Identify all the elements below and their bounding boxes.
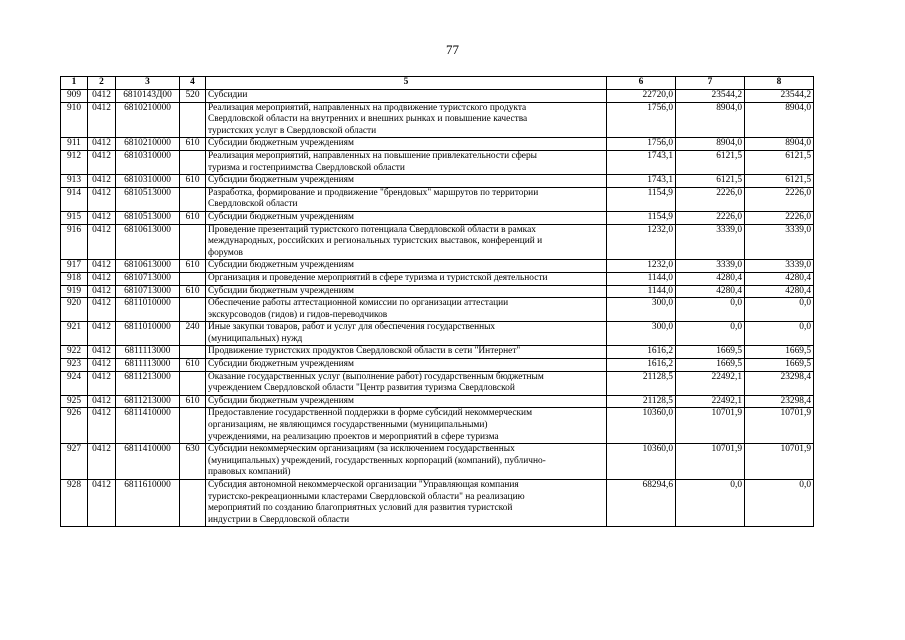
description-cell: [206, 272, 607, 285]
description-line: Реализация мероприятий, направленных на продвижение туристского продукта: [208, 102, 527, 113]
row-number-cell: 927: [61, 444, 88, 480]
target-article-cell: 6811213000: [116, 371, 180, 395]
amount-col7-cell: 4280,4: [676, 285, 745, 298]
description-line: Обеспечение работы аттестационной комиссии по организации аттестации: [208, 298, 509, 309]
description-cell: [206, 187, 607, 211]
amount-col8-cell: 2226,0: [745, 187, 814, 211]
target-article-cell: 6810713000: [116, 272, 180, 285]
description-cell: [206, 395, 607, 408]
section-code-cell: 0412: [88, 298, 116, 322]
target-article-cell: 6811213000: [116, 395, 180, 408]
description-line: Субсидии бюджетным учреждениям: [208, 138, 354, 149]
amount-col6-cell: 1144,0: [607, 285, 676, 298]
section-code-cell: 0412: [88, 90, 116, 103]
table-row: [61, 480, 814, 527]
description-line: (муниципальных) нужд: [208, 333, 303, 344]
row-number-cell: 919: [61, 285, 88, 298]
amount-col7-cell: 0,0: [676, 480, 745, 527]
row-number-cell: 926: [61, 408, 88, 444]
amount-col7-cell: 8904,0: [676, 138, 745, 151]
row-number-cell: 916: [61, 224, 88, 260]
table-row: [61, 346, 814, 359]
description-line: Субсидии бюджетным учреждениям: [208, 359, 354, 370]
header-cell: 8: [745, 77, 814, 90]
row-number-cell: 925: [61, 395, 88, 408]
row-number-cell: 924: [61, 371, 88, 395]
amount-col6-cell: 22720,0: [607, 90, 676, 103]
target-article-cell: 6810210000: [116, 138, 180, 151]
description-cell: [206, 138, 607, 151]
row-number-cell: 914: [61, 187, 88, 211]
row-number-cell: 928: [61, 480, 88, 527]
description-cell: [206, 408, 607, 444]
amount-col7-cell: 2226,0: [676, 187, 745, 211]
target-article-cell: 6810613000: [116, 224, 180, 260]
target-article-cell: 6810143Д00: [116, 90, 180, 103]
table-row: [61, 285, 814, 298]
row-number-cell: 909: [61, 90, 88, 103]
description-line: Оказание государственных услуг (выполнение работ) государственным бюджетным: [208, 371, 544, 382]
amount-col7-cell: 23544,2: [676, 90, 745, 103]
section-code-cell: 0412: [88, 150, 116, 174]
target-article-cell: 6810310000: [116, 175, 180, 188]
amount-col6-cell: 1154,9: [607, 211, 676, 224]
description-cell: [206, 480, 607, 527]
description-line: Иные закупки товаров, работ и услуг для обеспечения государственных: [208, 322, 496, 333]
target-article-cell: 6811113000: [116, 359, 180, 372]
target-article-cell: 6811113000: [116, 346, 180, 359]
amount-col8-cell: 1669,5: [745, 359, 814, 372]
amount-col8-cell: 23544,2: [745, 90, 814, 103]
amount-col8-cell: 1669,5: [745, 346, 814, 359]
description-line: Продвижение туристских продуктов Свердловской области в сети "Интернет": [208, 346, 521, 357]
amount-col6-cell: 10360,0: [607, 444, 676, 480]
amount-col8-cell: 0,0: [745, 322, 814, 346]
description-cell: [206, 102, 607, 138]
description-line: организациям, не являющимся государственными (муниципальными): [208, 420, 488, 431]
expense-type-cell: [180, 224, 206, 260]
header-cell: 2: [88, 77, 116, 90]
target-article-cell: 6811010000: [116, 298, 180, 322]
amount-col7-cell: 22492,1: [676, 395, 745, 408]
page-number: 77: [446, 42, 459, 57]
row-number-cell: 918: [61, 272, 88, 285]
amount-col8-cell: 10701,9: [745, 444, 814, 480]
expense-type-cell: 630: [180, 444, 206, 480]
description-line: правовых компаний): [208, 467, 291, 478]
description-line: Субсидия автономной некоммерческой организации "Управляющая компания: [208, 480, 519, 490]
expense-type-cell: [180, 187, 206, 211]
amount-col8-cell: 23298,4: [745, 371, 814, 395]
table-row: [61, 211, 814, 224]
description-cell: [206, 285, 607, 298]
expense-type-cell: 240: [180, 322, 206, 346]
header-cell: 6: [607, 77, 676, 90]
description-line: Субсидии некоммерческим организациям (за исключением государственных: [208, 444, 515, 455]
description-line: экскурсоводов (гидов) и гидов-переводчиков: [208, 309, 388, 320]
amount-col6-cell: 1756,0: [607, 138, 676, 151]
target-article-cell: 6810613000: [116, 260, 180, 273]
description-cell: [206, 298, 607, 322]
row-number-cell: 912: [61, 150, 88, 174]
section-code-cell: 0412: [88, 187, 116, 211]
section-code-cell: 0412: [88, 371, 116, 395]
description-line: Субсидии бюджетным учреждениям: [208, 211, 354, 222]
amount-col6-cell: 1743,1: [607, 175, 676, 188]
table-row: [61, 298, 814, 322]
amount-col6-cell: 1232,0: [607, 224, 676, 260]
table-row: [61, 371, 814, 395]
description-line: индустрии в Свердловской области: [208, 514, 350, 525]
description-cell: [206, 371, 607, 395]
description-line: туристских услуг в Свердловской области: [208, 125, 377, 136]
table-row: [61, 272, 814, 285]
description-cell: [206, 90, 607, 103]
description-line: Свердловской области: [208, 199, 298, 210]
amount-col6-cell: 1144,0: [607, 272, 676, 285]
section-code-cell: 0412: [88, 395, 116, 408]
amount-col7-cell: 6121,5: [676, 175, 745, 188]
table-row: [61, 224, 814, 260]
expense-type-cell: 610: [180, 175, 206, 188]
header-cell: 7: [676, 77, 745, 90]
amount-col7-cell: 3339,0: [676, 260, 745, 273]
amount-col8-cell: 6121,5: [745, 175, 814, 188]
section-code-cell: 0412: [88, 444, 116, 480]
amount-col8-cell: 10701,9: [745, 408, 814, 444]
description-line: Реализация мероприятий, направленных на повышение привлекательности сферы: [208, 150, 537, 161]
description-line: учреждением Свердловской области "Центр развития туризма Свердловской: [208, 383, 515, 394]
amount-col6-cell: 1616,2: [607, 359, 676, 372]
target-article-cell: 6810513000: [116, 187, 180, 211]
description-cell: [206, 175, 607, 188]
table-row: [61, 444, 814, 480]
table-row: [61, 102, 814, 138]
table-row: [61, 187, 814, 211]
section-code-cell: 0412: [88, 346, 116, 359]
amount-col7-cell: 10701,9: [676, 408, 745, 444]
expense-type-cell: [180, 272, 206, 285]
description-line: (муниципальных) учреждений, государственных корпораций (компаний), публично-: [208, 455, 546, 466]
amount-col6-cell: 21128,5: [607, 371, 676, 395]
header-cell: 5: [206, 77, 607, 90]
section-code-cell: 0412: [88, 322, 116, 346]
description-line: Субсидии бюджетным учреждениям: [208, 175, 354, 186]
target-article-cell: 6810310000: [116, 150, 180, 174]
description-line: мероприятий по созданию благоприятных условий для развития туристской: [208, 503, 513, 514]
expense-type-cell: 610: [180, 138, 206, 151]
target-article-cell: 6811410000: [116, 408, 180, 444]
amount-col6-cell: 1154,9: [607, 187, 676, 211]
amount-col6-cell: 300,0: [607, 322, 676, 346]
target-article-cell: 6810713000: [116, 285, 180, 298]
amount-col7-cell: 1669,5: [676, 359, 745, 372]
amount-col7-cell: 3339,0: [676, 224, 745, 260]
section-code-cell: 0412: [88, 359, 116, 372]
amount-col6-cell: 10360,0: [607, 408, 676, 444]
amount-col8-cell: 0,0: [745, 298, 814, 322]
expense-type-cell: 610: [180, 211, 206, 224]
expense-type-cell: [180, 480, 206, 527]
description-cell: [206, 444, 607, 480]
target-article-cell: 6810210000: [116, 102, 180, 138]
description-cell: [206, 150, 607, 174]
amount-col8-cell: 4280,4: [745, 272, 814, 285]
target-article-cell: 6810513000: [116, 211, 180, 224]
table-row: [61, 150, 814, 174]
expense-type-cell: 610: [180, 359, 206, 372]
expense-type-cell: [180, 150, 206, 174]
section-code-cell: 0412: [88, 272, 116, 285]
expense-type-cell: 610: [180, 285, 206, 298]
target-article-cell: 6811410000: [116, 444, 180, 480]
table-body: [61, 90, 814, 527]
section-code-cell: 0412: [88, 102, 116, 138]
amount-col8-cell: 4280,4: [745, 285, 814, 298]
amount-col7-cell: 22492,1: [676, 371, 745, 395]
description-line: Организация и проведение мероприятий в сфере туризма и туристской деятельности: [208, 272, 548, 283]
section-code-cell: 0412: [88, 260, 116, 273]
expense-type-cell: [180, 298, 206, 322]
amount-col8-cell: 6121,5: [745, 150, 814, 174]
description-line: Субсидии: [208, 90, 248, 100]
description-cell: [206, 224, 607, 260]
amount-col8-cell: 8904,0: [745, 102, 814, 138]
description-line: Свердловской области на внутренних и внешних рынках и повышение качества: [208, 114, 528, 125]
amount-col8-cell: 0,0: [745, 480, 814, 527]
row-number-cell: 921: [61, 322, 88, 346]
description-cell: [206, 322, 607, 346]
description-line: форумов: [208, 247, 243, 258]
amount-col7-cell: 2226,0: [676, 211, 745, 224]
row-number-cell: 920: [61, 298, 88, 322]
amount-col7-cell: 0,0: [676, 298, 745, 322]
section-code-cell: 0412: [88, 408, 116, 444]
description-line: Субсидии бюджетным учреждениям: [208, 285, 354, 296]
header-cell: 3: [116, 77, 180, 90]
table-row: [61, 408, 814, 444]
amount-col7-cell: 6121,5: [676, 150, 745, 174]
row-number-cell: 910: [61, 102, 88, 138]
section-code-cell: 0412: [88, 211, 116, 224]
amount-col7-cell: 4280,4: [676, 272, 745, 285]
amount-col8-cell: 2226,0: [745, 211, 814, 224]
row-number-cell: 913: [61, 175, 88, 188]
row-number-cell: 917: [61, 260, 88, 273]
table-row: [61, 322, 814, 346]
description-line: учреждениями, на реализацию проектов и мероприятий в сфере туризма: [208, 431, 499, 442]
amount-col6-cell: 1756,0: [607, 102, 676, 138]
description-line: Предоставление государственной поддержки в форме субсидий некоммерческим: [208, 408, 533, 419]
amount-col8-cell: 3339,0: [745, 224, 814, 260]
expense-type-cell: [180, 346, 206, 359]
section-code-cell: 0412: [88, 224, 116, 260]
amount-col8-cell: 8904,0: [745, 138, 814, 151]
description-cell: [206, 346, 607, 359]
amount-col6-cell: 1616,2: [607, 346, 676, 359]
amount-col8-cell: 23298,4: [745, 395, 814, 408]
description-cell: [206, 211, 607, 224]
section-code-cell: 0412: [88, 175, 116, 188]
description-line: Субсидии бюджетным учреждениям: [208, 395, 354, 406]
expense-type-cell: 520: [180, 90, 206, 103]
description-cell: [206, 359, 607, 372]
description-line: Проведение презентаций туристского потенциала Свердловской области в рамках: [208, 224, 536, 235]
row-number-cell: 922: [61, 346, 88, 359]
section-code-cell: 0412: [88, 480, 116, 527]
row-number-cell: 923: [61, 359, 88, 372]
expense-type-cell: [180, 102, 206, 138]
table-row: [61, 260, 814, 273]
amount-col6-cell: 300,0: [607, 298, 676, 322]
row-number-cell: 911: [61, 138, 88, 151]
description-cell: [206, 260, 607, 273]
amount-col6-cell: 1743,1: [607, 150, 676, 174]
expense-type-cell: [180, 371, 206, 395]
section-code-cell: 0412: [88, 285, 116, 298]
table-row: [61, 175, 814, 188]
table-row: [61, 138, 814, 151]
description-line: туристско-рекреационными кластерами Свердловской области" на реализацию: [208, 491, 525, 502]
expense-type-cell: [180, 408, 206, 444]
amount-col8-cell: 3339,0: [745, 260, 814, 273]
amount-col7-cell: 10701,9: [676, 444, 745, 480]
table-row: [61, 90, 814, 103]
description-line: международных, российских и региональных туристских выставок, конференций и: [208, 236, 543, 247]
row-number-cell: 915: [61, 211, 88, 224]
target-article-cell: 6811010000: [116, 322, 180, 346]
section-code-cell: 0412: [88, 138, 116, 151]
description-line: Субсидии бюджетным учреждениям: [208, 260, 354, 271]
expense-type-cell: 610: [180, 260, 206, 273]
amount-col6-cell: 68294,6: [607, 480, 676, 527]
table-row: [61, 395, 814, 408]
amount-col7-cell: 0,0: [676, 322, 745, 346]
header-cell: 1: [61, 77, 88, 90]
amount-col7-cell: 8904,0: [676, 102, 745, 138]
amount-col6-cell: 1232,0: [607, 260, 676, 273]
target-article-cell: 6811610000: [116, 480, 180, 527]
header-cell: 4: [180, 77, 206, 90]
header-row: [61, 77, 814, 90]
amount-col7-cell: 1669,5: [676, 346, 745, 359]
table-row: [61, 359, 814, 372]
description-line: Разработка, формирование и продвижение "брендовых" маршрутов по территории: [208, 187, 539, 198]
budget-table: [60, 76, 814, 527]
expense-type-cell: 610: [180, 395, 206, 408]
amount-col6-cell: 21128,5: [607, 395, 676, 408]
description-line: туризма и гостеприимства Свердловской области: [208, 162, 405, 173]
